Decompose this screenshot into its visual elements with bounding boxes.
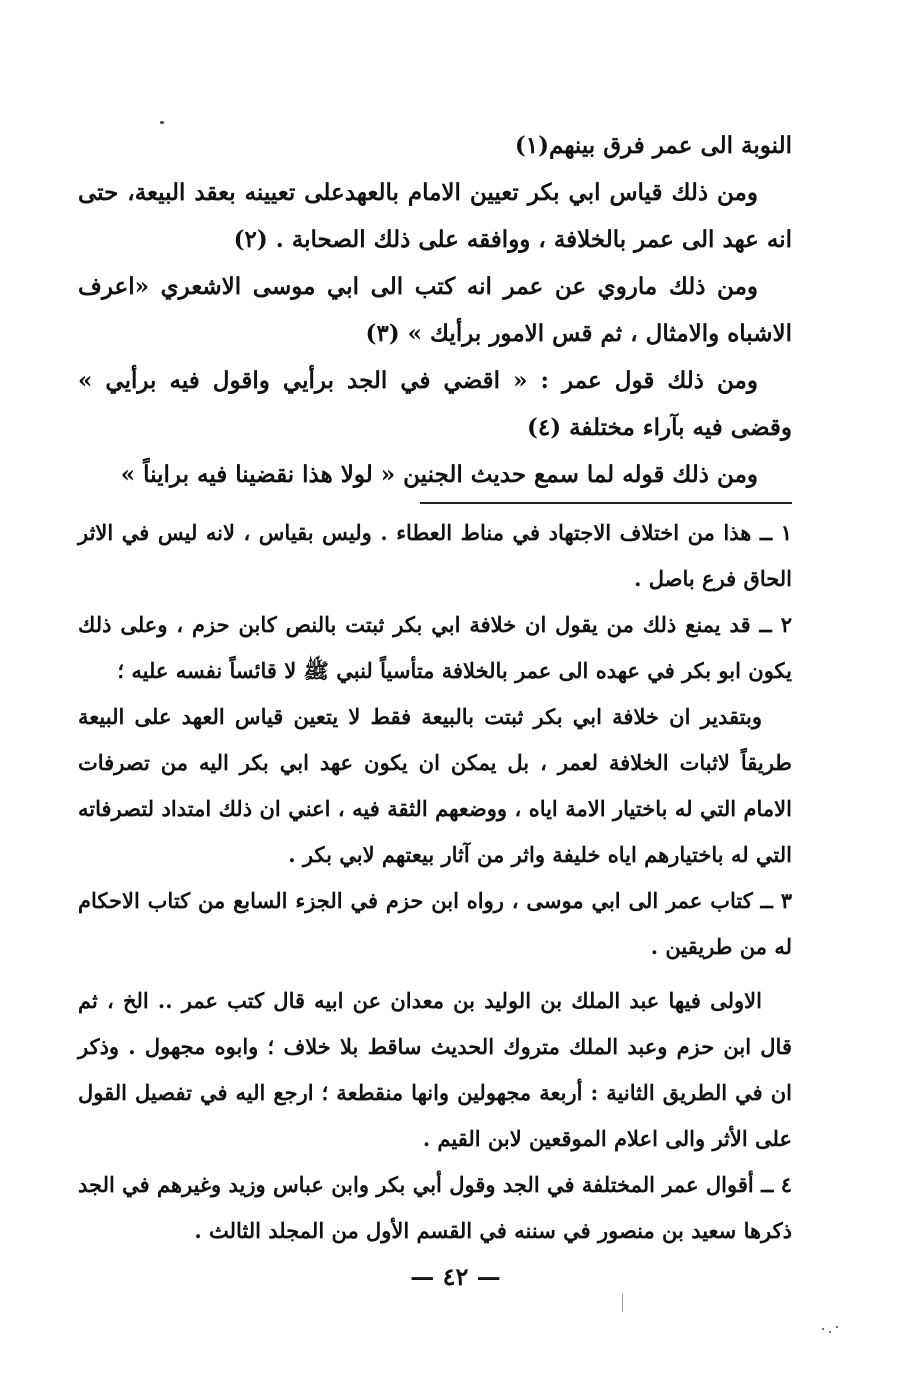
scan-speck bbox=[822, 1328, 824, 1330]
footnote: ٤ ــ أقوال عمر المختلفة في الجد وقول أبي بكر وابن عباس وزيد وغيرهم في الجد ذكرها سعيد بن منصور في سننه في القسم الأول من المجلد الثالث . bbox=[78, 1172, 792, 1243]
body-paragraph: ومن ذلك قياس ابي بكر تعيين الامام بالعهدعلى تعيينه بعقد البيعة، حتى انه عهد الى عمر بالخلافة ، ووافقه على ذلك الصحابة . (٢) bbox=[78, 179, 792, 253]
footnote: ٢ ــ قد يمنع ذلك من يقول ان خلافة ابي بكر ثبتت بالنص كابن حزم ، وعلى ذلك يكون ابو بكر في عهده الى عمر بالخلافة متأسياً لنبي ﷺ لا قائساً نفسه عليه ؛ bbox=[78, 612, 792, 683]
main-text bbox=[78, 122, 792, 498]
scan-speck bbox=[836, 1326, 838, 1328]
footnote-separator bbox=[420, 502, 792, 504]
body-paragraph: النوبة الى عمر فرق بينهم(١) bbox=[514, 132, 792, 159]
footnotes bbox=[78, 510, 792, 1254]
body-paragraph: ومن ذلك قول عمر : « اقضي في الجد برأيي واقول فيه برأيي » وقضى فيه بآراء مختلفة (٤) bbox=[78, 367, 792, 441]
scan-speck bbox=[160, 121, 164, 124]
scan-mark bbox=[622, 1294, 623, 1312]
footnote: ٣ ــ كتاب عمر الى ابي موسى ، رواه ابن حزم في الجزء السابع من كتاب الاحكام له من طريقين . bbox=[78, 888, 792, 959]
footnote-continuation: الاولى فيها عبد الملك بن الوليد بن معدان عن ابيه قال كتب عمر .. الخ ، ثم قال ابن حزم وعبد الملك متروك الحديث ساقط بلا خلاف ؛ وابوه مجهول . وذكر ان في الطريق الثانية : أربعة مجهولين وانها منقطعة ؛ ارجع اليه في تفصيل القول على الأثر والى اعلام الموقعين لابن القيم . bbox=[78, 988, 792, 1151]
body-paragraph: ومن ذلك ماروي عن عمر انه كتب الى ابي موسى الاشعري «اعرف الاشباه والامثال ، ثم قس الامور برأيك » (٣) bbox=[78, 273, 792, 347]
scan-speck bbox=[829, 1331, 831, 1333]
footnote-continuation: وبتقدير ان خلافة ابي بكر ثبتت بالبيعة فقط لا يتعين قياس العهد على البيعة طريقاً لاثبات الخلافة لعمر ، بل يمكن ان يكون عهد ابي بكر اليه من تصرفات الامام التي له باختيار الامة اياه ، ووضعهم الثقة فيه ، اعني ان ذلك امتداد لتصرفاته التي له باختيارهم اياه خليفة واثر من آثار بيعتهم لابي بكر . bbox=[78, 704, 792, 867]
page-number: — ٤٢ — bbox=[410, 1262, 501, 1291]
footnote: ١ ــ هذا من اختلاف الاجتهاد في مناط العطاء . وليس بقياس ، لانه ليس في الاثر الحاق فرع باصل . bbox=[78, 520, 792, 591]
body-paragraph: ومن ذلك قوله لما سمع حديث الجنين « لولا هذا نقضينا فيه برايناً » bbox=[120, 461, 758, 488]
